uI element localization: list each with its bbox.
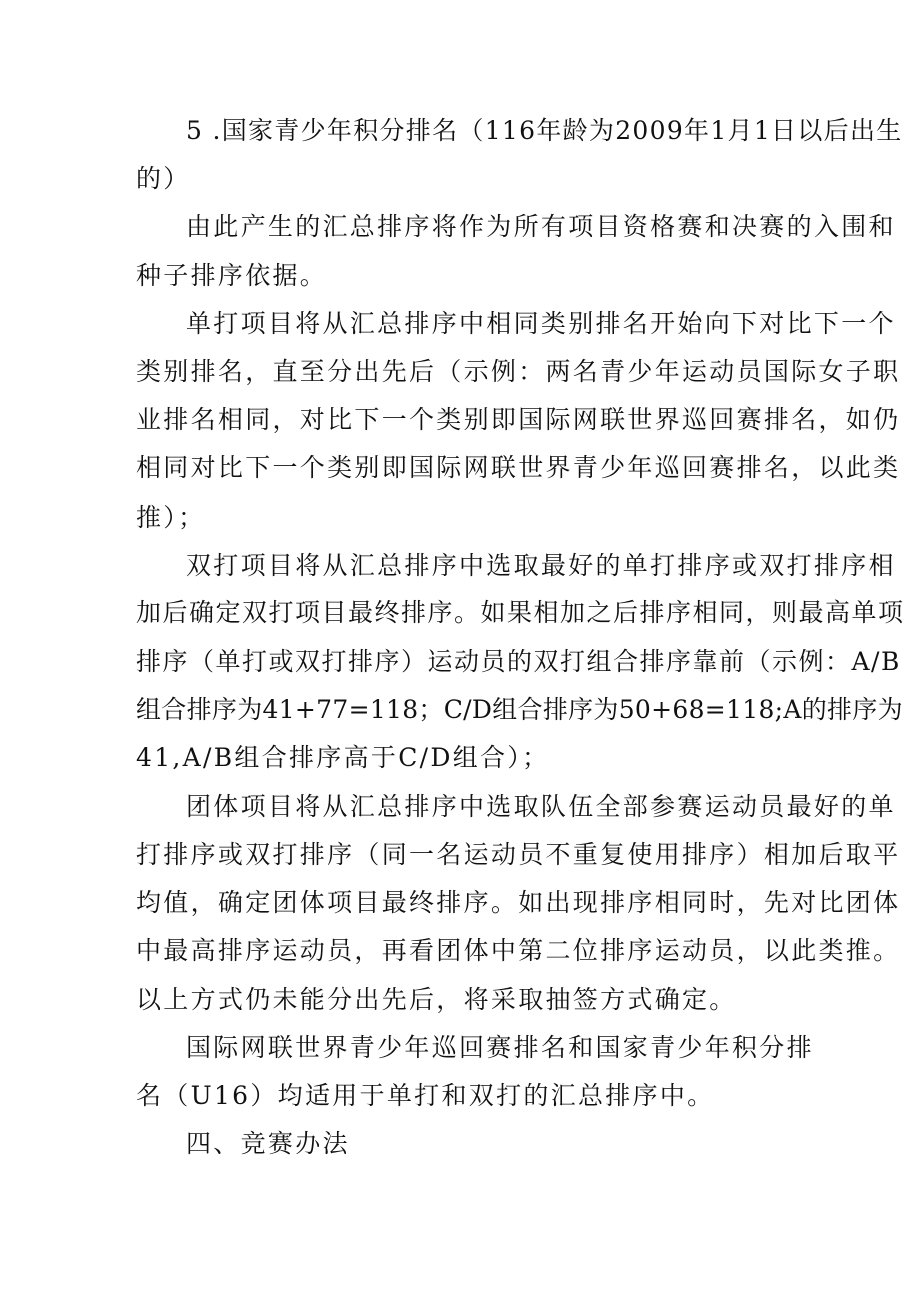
paragraph-4-line-3: 排序（单打或双打排序）运动员的双打组合排序靠前（示例：A/B (136, 647, 901, 676)
paragraph-5-line-5: 以上方式仍未能分出先后，将采取抽签方式确定。 (136, 985, 737, 1014)
paragraph-3-line-3: 业排名相同，对比下一个类别即国际网联世界巡回赛排名，如仍 (136, 405, 901, 434)
paragraph-5-line-2: 打排序或双打排序（同一名运动员不重复使用排序）相加后取平 (136, 840, 901, 869)
paragraph-5-line-1: 团体项目将从汇总排序中选取队伍全部参赛运动员最好的单 (186, 792, 896, 821)
paragraph-4-line-4: 组合排序为41+77=118；C/D组合排序为50+68=118;A的排序为 (136, 695, 903, 724)
paragraph-3-line-5: 推）； (136, 503, 206, 532)
paragraph-1-line-1: 5 .国家青少年积分排名（116年龄为2009年1月1日以后出生 (186, 116, 903, 145)
paragraph-3-line-4: 相同对比下一个类别即国际网联世界青少年巡回赛排名，以此类 (136, 453, 901, 482)
paragraph-4-line-5: 41,A/B组合排序高于C/D组合）； (136, 743, 550, 772)
paragraph-3-line-1: 单打项目将从汇总排序中相同类别排名开始向下对比下一个 (186, 309, 896, 338)
paragraph-4-line-1: 双打项目将从汇总排序中选取最好的单打排序或双打排序相 (186, 551, 896, 580)
paragraph-3-line-2: 类别排名，直至分出先后（示例：两名青少年运动员国际女子职 (136, 357, 901, 386)
section-heading: 四、竞赛办法 (186, 1129, 350, 1158)
paragraph-5-line-3: 均值，确定团体项目最终排序。如出现排序相同时，先对比团体 (136, 888, 901, 917)
paragraph-4-line-2: 加后确定双打项目最终排序。如果相加之后排序相同，则最高单项 (136, 598, 905, 627)
paragraph-2-line-2: 种子排序依据。 (136, 261, 328, 290)
paragraph-6-line-1: 国际网联世界青少年巡回赛排名和国家青少年积分排 (186, 1033, 814, 1062)
paragraph-5-line-4: 中最高排序运动员，再看团体中第二位排序运动员，以此类推。 (136, 936, 901, 965)
paragraph-2-line-1: 由此产生的汇总排序将作为所有项目资格赛和决赛的入围和 (186, 212, 896, 241)
paragraph-1-line-2: 的） (136, 164, 191, 193)
paragraph-6-line-2: 名（U16）均适用于单打和双打的汇总排序中。 (136, 1081, 715, 1110)
